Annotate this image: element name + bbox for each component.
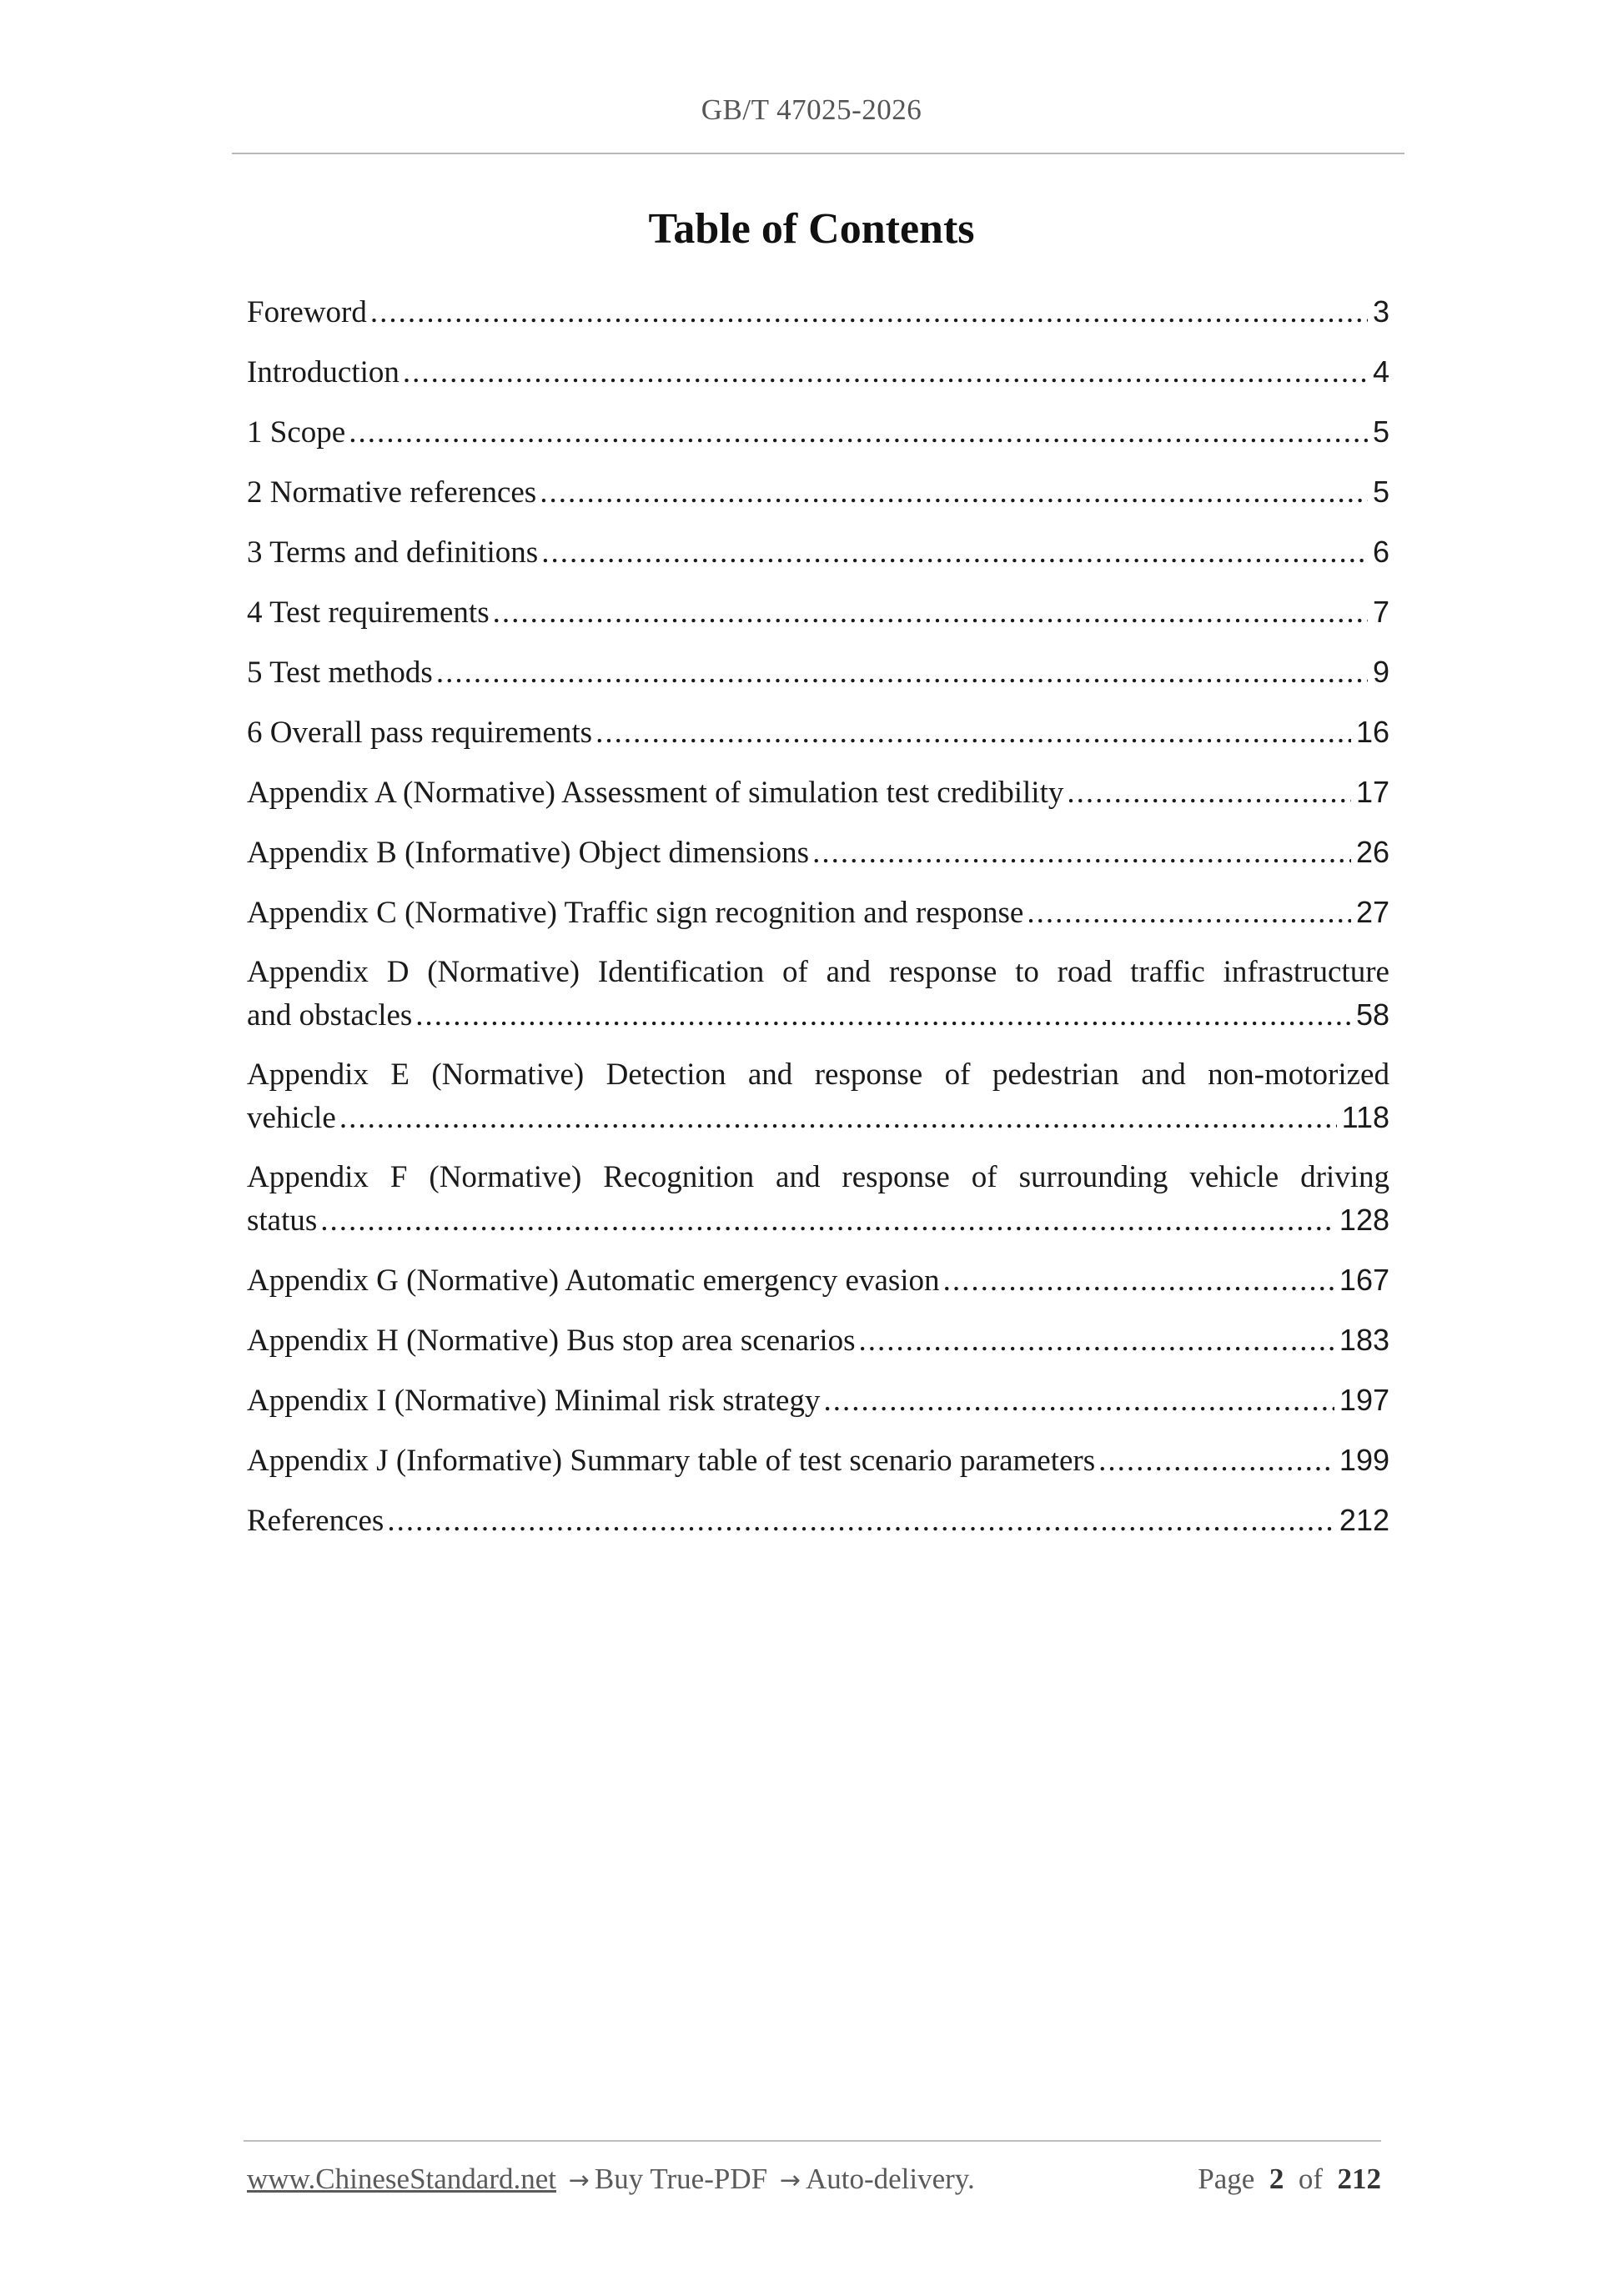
toc-page-number: 167	[1339, 1263, 1389, 1297]
toc-entry-appendix-i[interactable]	[247, 1379, 1389, 1422]
toc-entry-appendix-f[interactable]	[247, 1156, 1389, 1242]
toc-entry-label-line1: Appendix F (Normative) Recognition and response of surrounding vehicle driving	[247, 1160, 1389, 1194]
toc-page-number: 5	[1372, 475, 1389, 509]
page-footer	[247, 2163, 1381, 2196]
toc-page-number: 58	[1355, 997, 1389, 1032]
page-title: Table of Contents	[648, 205, 975, 253]
toc-entry-introduction[interactable]	[247, 350, 1389, 394]
toc-page-number: 7	[1372, 595, 1389, 629]
toc-page-number: 9	[1372, 655, 1389, 689]
toc-leader-dots	[387, 1500, 1334, 1542]
toc-entry-label: Appendix J (Informative) Summary table of test scenario parameters	[247, 1444, 1096, 1478]
toc-leader-dots	[339, 1097, 1337, 1139]
toc-entry-label: 3 Terms and definitions	[247, 535, 539, 570]
toc-entry-label: Appendix A (Normative) Assessment of simulation test credibility	[247, 776, 1064, 810]
toc-leader-dots	[812, 831, 1351, 874]
toc-entry-label: 4 Test requirements	[247, 595, 490, 630]
toc-entry-label: Foreword	[247, 295, 367, 329]
toc-entry-scope[interactable]	[247, 410, 1389, 454]
toc-leader-dots	[1067, 771, 1351, 814]
toc-entry-normative-references[interactable]	[247, 470, 1389, 514]
toc-page-number: 17	[1355, 775, 1389, 809]
footer-divider	[244, 2140, 1381, 2142]
toc-entry-label: 5 Test methods	[247, 656, 433, 690]
toc-leader-dots	[1027, 892, 1351, 934]
toc-entry-label: Appendix C (Normative) Traffic sign recognition and response	[247, 896, 1024, 930]
toc-leader-dots	[320, 1199, 1334, 1242]
auto-delivery-text: Auto-delivery.	[805, 2163, 975, 2195]
toc-page-number: 5	[1372, 414, 1389, 449]
right-arrow-icon: →	[779, 2166, 801, 2195]
toc-entry-test-requirements[interactable]	[247, 590, 1389, 634]
toc-entry-label: Appendix G (Normative) Automatic emergency evasion	[247, 1264, 940, 1298]
toc-entry-overall-pass[interactable]	[247, 711, 1389, 754]
toc-entry-appendix-c[interactable]	[247, 891, 1389, 934]
toc-entry-appendix-j[interactable]	[247, 1439, 1389, 1482]
toc-entry-appendix-b[interactable]	[247, 831, 1389, 874]
toc-page-number: 6	[1372, 535, 1389, 569]
table-of-contents	[247, 290, 1389, 1559]
document-number-header: GB/T 47025-2026	[701, 93, 922, 126]
toc-leader-dots	[436, 651, 1368, 694]
site-link[interactable]: www.ChineseStandard.net	[247, 2163, 556, 2195]
toc-entry-label-line2: and obstacles	[247, 998, 413, 1032]
footer-promo	[247, 2163, 975, 2196]
total-pages-number: 212	[1337, 2163, 1381, 2195]
right-arrow-icon: →	[568, 2166, 590, 2195]
buy-true-pdf-text: Buy True-PDF	[594, 2163, 768, 2195]
toc-page-number: 26	[1355, 835, 1389, 869]
toc-entry-label: Introduction	[247, 355, 399, 389]
toc-leader-dots	[595, 711, 1351, 754]
toc-entry-foreword[interactable]	[247, 290, 1389, 334]
toc-leader-dots	[415, 994, 1351, 1037]
toc-leader-dots	[943, 1259, 1334, 1302]
toc-entry-label: 1 Scope	[247, 415, 346, 450]
toc-page-number: 128	[1339, 1203, 1389, 1237]
toc-entry-label-line1: Appendix D (Normative) Identification of and response to road traffic infrastructure	[247, 955, 1389, 989]
toc-leader-dots	[493, 591, 1368, 634]
toc-page-number: 197	[1339, 1383, 1389, 1417]
toc-page-number: 212	[1339, 1503, 1389, 1537]
toc-leader-dots	[403, 351, 1368, 394]
page-word: Page	[1198, 2163, 1255, 2195]
toc-page-number: 183	[1339, 1323, 1389, 1357]
toc-entry-appendix-d[interactable]	[247, 951, 1389, 1037]
toc-entry-appendix-g[interactable]	[247, 1259, 1389, 1302]
toc-page-number: 118	[1341, 1100, 1389, 1134]
toc-leader-dots	[823, 1379, 1334, 1422]
toc-entry-appendix-h[interactable]	[247, 1319, 1389, 1362]
toc-entry-appendix-e[interactable]	[247, 1053, 1389, 1139]
toc-leader-dots	[370, 291, 1368, 334]
toc-entry-references[interactable]	[247, 1499, 1389, 1542]
toc-entry-terms-definitions[interactable]	[247, 530, 1389, 574]
current-page-number: 2	[1269, 2163, 1284, 2195]
toc-leader-dots	[1098, 1439, 1334, 1482]
header-divider	[232, 153, 1404, 154]
toc-leader-dots	[541, 531, 1368, 574]
toc-page-number: 4	[1372, 354, 1389, 389]
page-indicator	[1198, 2163, 1381, 2196]
toc-leader-dots	[540, 471, 1368, 514]
toc-page-number: 16	[1355, 715, 1389, 749]
toc-page-number: 27	[1355, 895, 1389, 929]
toc-entry-label: References	[247, 1504, 384, 1538]
toc-entry-label: Appendix H (Normative) Bus stop area scenarios	[247, 1324, 856, 1358]
toc-entry-label: Appendix I (Normative) Minimal risk strategy	[247, 1384, 821, 1418]
toc-entry-label-line1: Appendix E (Normative) Detection and response of pedestrian and non-motorized	[247, 1058, 1389, 1092]
toc-entry-test-methods[interactable]	[247, 651, 1389, 694]
toc-leader-dots	[859, 1319, 1334, 1362]
toc-page-number: 3	[1372, 294, 1389, 329]
toc-entry-label: Appendix B (Informative) Object dimensions	[247, 836, 810, 870]
toc-entry-label-line2: vehicle	[247, 1101, 336, 1135]
toc-page-number: 199	[1339, 1443, 1389, 1477]
toc-entry-label: 2 Normative references	[247, 475, 537, 510]
toc-entry-label-line2: status	[247, 1203, 318, 1238]
toc-leader-dots	[349, 411, 1368, 454]
toc-entry-appendix-a[interactable]	[247, 771, 1389, 814]
toc-entry-label: 6 Overall pass requirements	[247, 716, 593, 750]
of-word: of	[1298, 2163, 1323, 2195]
